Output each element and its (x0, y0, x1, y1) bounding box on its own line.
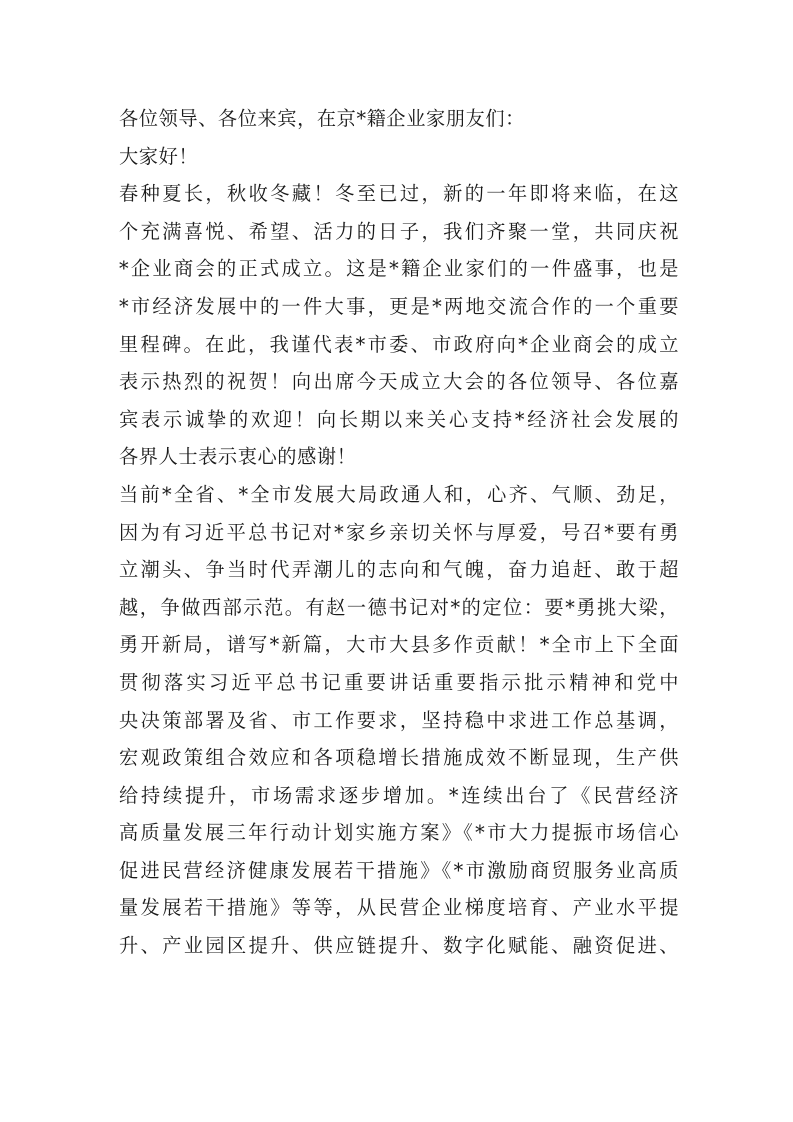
text-line: 高质量发展三年行动计划实施方案》《*市大力提振市场信心 (119, 821, 679, 845)
text-line: 促进民营经济健康发展若干措施》《*市激励商贸服务业高质 (119, 858, 679, 882)
greeting-line: 各位领导、各位来宾，在京*籍企业家朋友们： (119, 107, 525, 130)
text-line: 里程碑。在此，我谨代表*市委、市政府向*企业商会的成立 (119, 332, 679, 356)
text-line: *市经济发展中的一件大事，更是*两地交流合作的一个重要 (119, 294, 679, 318)
text-line: 立潮头、争当时代弄潮儿的志向和气魄，奋力追赶、敢于超 (119, 558, 679, 582)
text-line: 春种夏长，秋收冬藏！冬至已过，新的一年即将来临，在这 (119, 182, 679, 206)
text-line: 贯彻落实习近平总书记重要讲话重要指示批示精神和党中 (119, 670, 679, 694)
text-line: 宾表示诚挚的欢迎！向长期以来关心支持*经济社会发展的 (119, 407, 679, 431)
text-line: 个充满喜悦、希望、活力的日子，我们齐聚一堂，共同庆祝 (119, 219, 679, 243)
text-line: 央决策部署及省、市工作要求，坚持稳中求进工作总基调， (119, 708, 679, 732)
text-line: 各界人士表示衷心的感谢！ (119, 445, 357, 469)
text-line: 表示热烈的祝贺！向出席今天成立大会的各位领导、各位嘉 (119, 370, 679, 394)
text-line: 给持续提升，市场需求逐步增加。*连续出台了《民营经济 (119, 783, 679, 807)
text-line: 勇开新局，谱写*新篇，大市大县多作贡献！*全市上下全面 (119, 633, 679, 657)
text-line: 因为有习近平总书记对*家乡亲切关怀与厚爱，号召*要有勇 (119, 520, 679, 544)
text-line: 升、产业园区提升、供应链提升、数字化赋能、融资促进、 (119, 934, 679, 958)
text-line: 越，争做西部示范。有赵一德书记对*的定位：要*勇挑大梁， (119, 595, 679, 619)
text-line: *企业商会的正式成立。这是*籍企业家们的一件盛事，也是 (119, 257, 679, 281)
text-line: 当前*全省、*全市发展大局政通人和，心齐、气顺、劲足， (119, 482, 679, 506)
text-line: 宏观政策组合效应和各项稳增长措施成效不断显现，生产供 (119, 746, 679, 770)
text-line: 量发展若干措施》等等，从民营企业梯度培育、产业水平提 (119, 896, 679, 920)
speech-body (119, 100, 679, 965)
salutation-line: 大家好！ (119, 144, 199, 168)
